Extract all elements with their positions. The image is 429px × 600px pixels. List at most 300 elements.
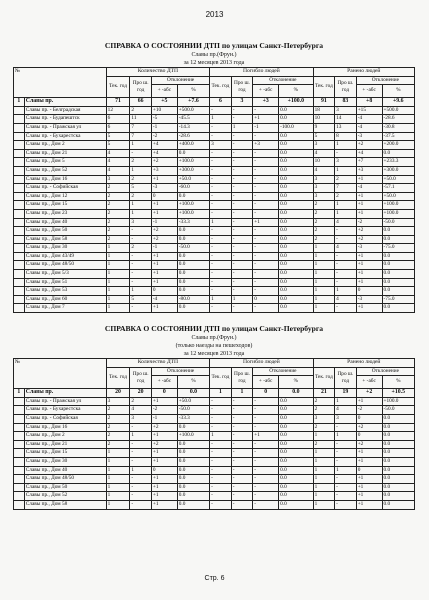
table-row: [14, 175, 415, 184]
location-cell: Славы пр., Дом 58: [24, 235, 106, 244]
value-cell: 0.0: [177, 252, 209, 261]
row-number-cell: [14, 440, 25, 449]
value-cell: -: [253, 158, 279, 167]
value-cell: 0.0: [177, 475, 209, 484]
value-cell: -: [253, 149, 279, 158]
value-cell: -: [253, 500, 279, 509]
value-cell: -: [231, 227, 253, 236]
value-cell: -: [231, 235, 253, 244]
value-cell: -: [231, 304, 253, 313]
value-cell: -3: [356, 244, 382, 253]
value-cell: 2: [106, 235, 130, 244]
location-cell: Славы пр., Дом 30: [24, 457, 106, 466]
deviation-header: Отклонение: [253, 76, 313, 85]
value-cell: -2: [356, 218, 382, 227]
value-cell: 2: [313, 201, 335, 210]
row-number-cell: [14, 483, 25, 492]
value-cell: 1: [106, 449, 130, 458]
value-cell: 2: [106, 406, 130, 415]
value-cell: -1: [253, 123, 279, 132]
value-cell: 0.0: [279, 227, 314, 236]
value-cell: 3: [130, 414, 152, 423]
value-cell: 2: [313, 218, 335, 227]
value-cell: 2: [130, 158, 152, 167]
table-row: [14, 423, 415, 432]
table-row: [14, 184, 415, 193]
value-cell: -: [253, 449, 279, 458]
value-cell: 0.0: [177, 227, 209, 236]
value-cell: -1: [151, 218, 177, 227]
value-cell: -: [253, 261, 279, 270]
value-cell: +1: [356, 397, 382, 406]
value-cell: -: [231, 149, 253, 158]
value-cell: 2: [106, 227, 130, 236]
total-cell: 91: [313, 98, 335, 107]
table-row: [14, 278, 415, 287]
value-cell: 0.0: [279, 252, 314, 261]
table-row: [14, 287, 415, 296]
value-cell: -: [231, 175, 253, 184]
report-section-all-accidents: [13, 40, 415, 313]
value-cell: 1: [210, 295, 232, 304]
value-cell: 2: [106, 184, 130, 193]
location-cell: Славы пр., Дом 53: [24, 287, 106, 296]
value-cell: -1: [151, 244, 177, 253]
value-cell: +2: [356, 423, 382, 432]
value-cell: 4: [335, 406, 357, 415]
value-cell: 1: [335, 397, 357, 406]
value-cell: +1: [356, 209, 382, 218]
value-cell: 7: [335, 184, 357, 193]
row-number-cell: [14, 414, 25, 423]
value-cell: 0.0: [279, 175, 314, 184]
value-cell: 0.0: [177, 466, 209, 475]
value-cell: 0.0: [382, 261, 414, 270]
value-cell: +1: [151, 278, 177, 287]
value-cell: +1: [151, 252, 177, 261]
value-cell: 2: [106, 432, 130, 441]
accidents-table: [13, 67, 415, 313]
value-cell: 0.0: [382, 227, 414, 236]
value-cell: 1: [106, 244, 130, 253]
value-cell: -: [210, 184, 232, 193]
value-cell: 1: [130, 141, 152, 150]
location-cell: Славы пр. - Бухарестска: [24, 406, 106, 415]
value-cell: -: [210, 261, 232, 270]
value-cell: 0.0: [382, 475, 414, 484]
report-filter: (только наезды на пешеходов): [175, 343, 253, 349]
value-cell: 3: [335, 158, 357, 167]
table-row: [14, 406, 415, 415]
value-cell: +200.0: [382, 141, 414, 150]
value-cell: -: [210, 414, 232, 423]
value-cell: 0.0: [279, 132, 314, 141]
value-cell: 1: [130, 287, 152, 296]
number-header: №: [14, 359, 107, 389]
value-cell: +500.0: [177, 106, 209, 115]
value-cell: 1: [313, 432, 335, 441]
value-cell: 0.0: [279, 457, 314, 466]
value-cell: -: [210, 149, 232, 158]
value-cell: -: [253, 175, 279, 184]
total-cell: +5: [151, 98, 177, 107]
location-cell: Славы пр., Дом 7: [24, 304, 106, 313]
value-cell: +400.0: [177, 141, 209, 150]
table-row: [14, 475, 415, 484]
location-cell: Славы пр., Дом 48/50: [24, 261, 106, 270]
value-cell: -: [210, 227, 232, 236]
value-cell: +1: [253, 218, 279, 227]
value-cell: 0.0: [382, 414, 414, 423]
location-cell: Славы пр., Дом 21: [24, 440, 106, 449]
table-row: [14, 132, 415, 141]
value-cell: 2: [130, 192, 152, 201]
table-row: [14, 270, 415, 279]
value-cell: +1: [151, 209, 177, 218]
value-cell: 4: [106, 149, 130, 158]
row-number-cell: [14, 158, 25, 167]
value-cell: -: [130, 457, 152, 466]
value-cell: 2: [313, 235, 335, 244]
value-cell: 0: [253, 295, 279, 304]
value-cell: -37.5: [382, 132, 414, 141]
table-row: [14, 414, 415, 423]
deviation-header: Отклонение: [356, 367, 414, 376]
value-cell: +1: [151, 500, 177, 509]
row-number-cell: [14, 449, 25, 458]
value-cell: -: [231, 252, 253, 261]
value-cell: -: [210, 192, 232, 201]
row-number-cell: [14, 209, 25, 218]
value-cell: -: [231, 423, 253, 432]
value-cell: -: [253, 252, 279, 261]
value-cell: -: [210, 483, 232, 492]
row-number-cell: [14, 106, 25, 115]
value-cell: 1: [335, 141, 357, 150]
location-cell: Славы пр., Дом 52: [24, 166, 106, 175]
value-cell: 5: [130, 184, 152, 193]
value-cell: -: [210, 406, 232, 415]
table-row: [14, 466, 415, 475]
value-cell: 0.0: [382, 235, 414, 244]
value-cell: +3: [253, 141, 279, 150]
value-cell: 1: [313, 287, 335, 296]
row-number-cell: [14, 492, 25, 501]
value-cell: 1: [313, 475, 335, 484]
value-cell: -: [210, 287, 232, 296]
value-cell: -: [253, 492, 279, 501]
total-cell: 0: [253, 389, 279, 398]
location-cell: Славы пр., Дом 15: [24, 201, 106, 210]
pct-header: %: [177, 85, 209, 98]
pct-header: %: [279, 376, 314, 389]
row-number-cell: [14, 466, 25, 475]
value-cell: 1: [313, 270, 335, 279]
value-cell: -: [335, 278, 357, 287]
value-cell: 12: [106, 106, 130, 115]
value-cell: -: [231, 158, 253, 167]
value-cell: 18: [313, 106, 335, 115]
current-year-header: Тек. год: [313, 76, 335, 98]
value-cell: -: [335, 149, 357, 158]
value-cell: 0.0: [279, 192, 314, 201]
value-cell: 3: [313, 192, 335, 201]
value-cell: 1: [313, 457, 335, 466]
value-cell: 1: [231, 123, 253, 132]
value-cell: -: [130, 227, 152, 236]
value-cell: -: [210, 201, 232, 210]
deviation-header: Отклонение: [253, 367, 313, 376]
table-row: [14, 440, 415, 449]
value-cell: 1: [335, 166, 357, 175]
value-cell: -: [253, 414, 279, 423]
value-cell: 1: [130, 466, 152, 475]
value-cell: -: [210, 449, 232, 458]
value-cell: 0.0: [279, 304, 314, 313]
value-cell: -: [231, 466, 253, 475]
abs-header: + -абс: [151, 85, 177, 98]
value-cell: 0.0: [177, 440, 209, 449]
current-year-header: Тек. год: [313, 367, 335, 389]
location-cell: Славы пр., Дом 12: [24, 192, 106, 201]
value-cell: 0.0: [279, 278, 314, 287]
value-cell: +100.0: [177, 209, 209, 218]
value-cell: 0.0: [279, 141, 314, 150]
value-cell: -: [210, 158, 232, 167]
row-number-cell: [14, 192, 25, 201]
value-cell: -: [253, 406, 279, 415]
value-cell: 0.0: [279, 475, 314, 484]
value-cell: +1: [356, 192, 382, 201]
row-number-cell: [14, 149, 25, 158]
value-cell: +1: [151, 432, 177, 441]
total-cell: 1: [14, 389, 25, 398]
location-cell: Славы пр., Дом 30: [24, 244, 106, 253]
value-cell: 11: [130, 115, 152, 124]
value-cell: -: [210, 270, 232, 279]
value-cell: -: [210, 492, 232, 501]
value-cell: 0.0: [279, 218, 314, 227]
value-cell: -: [253, 227, 279, 236]
value-cell: -: [130, 252, 152, 261]
value-cell: 0.0: [279, 397, 314, 406]
value-cell: 0.0: [382, 278, 414, 287]
value-cell: -: [210, 175, 232, 184]
pct-header: %: [279, 85, 314, 98]
value-cell: -: [335, 483, 357, 492]
row-number-cell: [14, 141, 25, 150]
location-cell: Славы пр., Дом 48/50: [24, 475, 106, 484]
value-cell: -: [231, 218, 253, 227]
previous-year-header: Про ш. год: [231, 76, 253, 98]
value-cell: 2: [106, 218, 130, 227]
table-row: [14, 209, 415, 218]
value-cell: -4: [356, 115, 382, 124]
value-cell: 0.0: [382, 483, 414, 492]
value-cell: +1: [356, 492, 382, 501]
value-cell: 5: [130, 295, 152, 304]
value-cell: -: [253, 235, 279, 244]
location-cell: Славы пр. - Софийская: [24, 184, 106, 193]
value-cell: 1: [313, 252, 335, 261]
value-cell: +2: [151, 227, 177, 236]
value-cell: -: [231, 106, 253, 115]
table-row: [14, 397, 415, 406]
value-cell: 0.0: [279, 158, 314, 167]
table-row: [14, 235, 415, 244]
value-cell: 0.0: [177, 423, 209, 432]
value-cell: 13: [335, 123, 357, 132]
value-cell: -: [231, 483, 253, 492]
value-cell: -: [210, 466, 232, 475]
location-cell: Славы пр. - Будапештск: [24, 115, 106, 124]
value-cell: +1: [151, 457, 177, 466]
row-number-cell: [14, 432, 25, 441]
table-total-row: [14, 389, 415, 398]
value-cell: -1: [151, 414, 177, 423]
value-cell: 1: [106, 466, 130, 475]
table-row: [14, 218, 415, 227]
value-cell: 0.0: [177, 500, 209, 509]
value-cell: -: [231, 270, 253, 279]
value-cell: 1: [335, 201, 357, 210]
value-cell: -: [253, 475, 279, 484]
value-cell: -: [253, 397, 279, 406]
value-cell: -33.3: [177, 218, 209, 227]
value-cell: 0.0: [279, 449, 314, 458]
value-cell: +2: [356, 141, 382, 150]
value-cell: +50.0: [177, 175, 209, 184]
value-cell: -: [253, 201, 279, 210]
value-cell: -75.0: [382, 295, 414, 304]
street-name: Славы пр.(Фрун.): [191, 335, 237, 341]
table-row: [14, 500, 415, 509]
location-cell: Славы пр., Дом 40: [24, 218, 106, 227]
row-number-cell: [14, 295, 25, 304]
value-cell: +500.0: [382, 106, 414, 115]
value-cell: -: [130, 449, 152, 458]
value-cell: 0.0: [177, 261, 209, 270]
value-cell: 0.0: [279, 466, 314, 475]
value-cell: 14: [335, 115, 357, 124]
value-cell: 1: [106, 483, 130, 492]
value-cell: -: [253, 270, 279, 279]
previous-year-header: Про ш. год: [130, 367, 152, 389]
table-row: [14, 261, 415, 270]
previous-year-header: Про ш. год: [335, 367, 357, 389]
row-number-cell: [14, 278, 25, 287]
current-year-header: Тек. год: [210, 76, 232, 98]
row-number-cell: [14, 235, 25, 244]
value-cell: -2: [151, 132, 177, 141]
page-year: 2013: [205, 10, 224, 19]
value-cell: 0.0: [279, 261, 314, 270]
value-cell: -: [253, 244, 279, 253]
value-cell: +3: [151, 166, 177, 175]
current-year-header: Тек. год: [210, 367, 232, 389]
value-cell: +100.0: [382, 209, 414, 218]
total-cell: 19: [335, 389, 357, 398]
value-cell: -: [231, 244, 253, 253]
report-section-pedestrians: [13, 323, 415, 510]
value-cell: 10: [313, 115, 335, 124]
value-cell: -50.0: [382, 218, 414, 227]
value-cell: 4: [313, 149, 335, 158]
location-cell: Славы пр., Дом 43/49: [24, 252, 106, 261]
table-row: [14, 115, 415, 124]
value-cell: -: [253, 166, 279, 175]
row-number-cell: [14, 132, 25, 141]
value-cell: 4: [106, 158, 130, 167]
abs-header: + -абс: [253, 376, 279, 389]
value-cell: -: [335, 475, 357, 484]
total-cell: +10.5: [382, 389, 414, 398]
value-cell: 0.0: [177, 235, 209, 244]
value-cell: 0.0: [382, 304, 414, 313]
value-cell: +1: [151, 261, 177, 270]
location-cell: Славы пр., Дом 5: [24, 158, 106, 167]
value-cell: 4: [130, 406, 152, 415]
location-cell: Славы пр., Дом 51: [24, 278, 106, 287]
location-cell: Славы пр., Дом 40: [24, 466, 106, 475]
value-cell: 1: [231, 295, 253, 304]
previous-year-header: Про ш. год: [130, 76, 152, 98]
value-cell: 1: [130, 209, 152, 218]
value-cell: +300.0: [382, 166, 414, 175]
value-cell: 0: [151, 466, 177, 475]
value-cell: 0.0: [382, 149, 414, 158]
value-cell: -: [253, 132, 279, 141]
value-cell: +1: [151, 270, 177, 279]
value-cell: -33.3: [177, 414, 209, 423]
value-cell: -: [253, 287, 279, 296]
value-cell: -: [231, 261, 253, 270]
value-cell: 0.0: [382, 449, 414, 458]
value-cell: -: [335, 492, 357, 501]
value-cell: -: [335, 500, 357, 509]
total-cell: +9.6: [382, 98, 414, 107]
value-cell: 7: [130, 132, 152, 141]
value-cell: +50.0: [382, 192, 414, 201]
table-total-row: [14, 98, 415, 107]
value-cell: 2: [313, 209, 335, 218]
value-cell: -: [231, 432, 253, 441]
location-cell: Славы пр., Дом 16: [24, 175, 106, 184]
value-cell: -: [231, 475, 253, 484]
table-row: [14, 123, 415, 132]
value-cell: 1: [335, 209, 357, 218]
dead-header: Погибло людей: [210, 359, 313, 368]
report-title: СПРАВКА О СОСТОЯНИИ ДТП по улицам Санкт-Петербурга: [104, 41, 324, 50]
report-period: за 12 месяцев 2013 года: [183, 60, 245, 66]
value-cell: +3: [356, 166, 382, 175]
table-row: [14, 192, 415, 201]
page-footer: Стр. 6: [204, 575, 225, 582]
row-number-cell: [14, 252, 25, 261]
value-cell: 0.0: [279, 483, 314, 492]
value-cell: 0.0: [279, 287, 314, 296]
value-cell: 3: [313, 141, 335, 150]
value-cell: 1: [210, 218, 232, 227]
value-cell: -4: [356, 123, 382, 132]
value-cell: +233.3: [382, 158, 414, 167]
table-row: [14, 244, 415, 253]
value-cell: -: [130, 483, 152, 492]
value-cell: +100.0: [382, 201, 414, 210]
value-cell: 1: [313, 466, 335, 475]
value-cell: +1: [356, 304, 382, 313]
value-cell: -: [210, 209, 232, 218]
